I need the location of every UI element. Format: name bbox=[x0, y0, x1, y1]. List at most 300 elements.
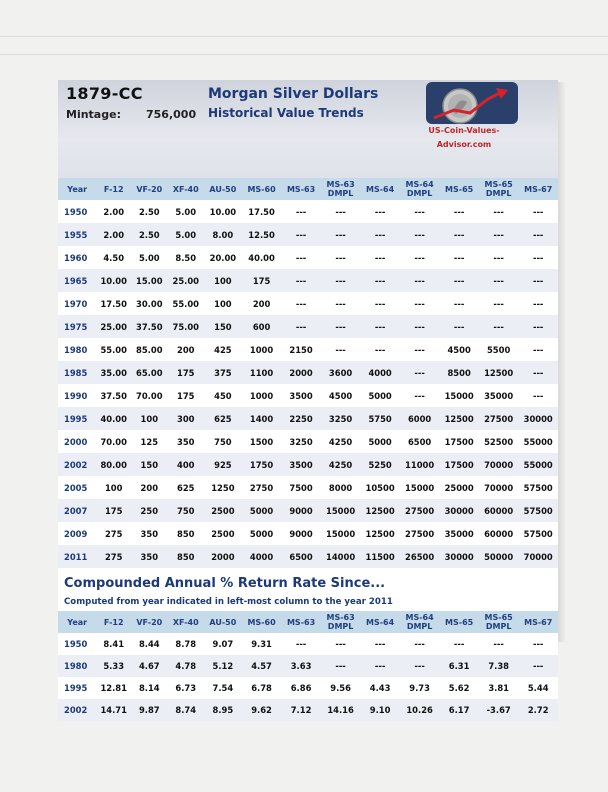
return-table-header-cell bbox=[439, 611, 479, 633]
year-cell: 1980 bbox=[58, 655, 96, 677]
value-cell: 8.41 bbox=[96, 633, 131, 655]
value-cell: --- bbox=[479, 223, 519, 246]
value-cell: 400 bbox=[168, 453, 204, 476]
value-cell: --- bbox=[518, 223, 558, 246]
value-cell: --- bbox=[518, 655, 558, 677]
year-cell: 1985 bbox=[58, 361, 96, 384]
value-table-header-row bbox=[58, 178, 558, 200]
value-cell: --- bbox=[439, 633, 479, 655]
value-cell: 5.12 bbox=[204, 655, 242, 677]
value-cell: 3.81 bbox=[479, 677, 519, 699]
value-cell: 150 bbox=[131, 453, 167, 476]
value-cell: 40.00 bbox=[242, 246, 282, 269]
value-cell: 8.44 bbox=[131, 633, 167, 655]
value-table-header-cell bbox=[518, 178, 558, 200]
value-cell: 25.00 bbox=[96, 315, 131, 338]
value-cell: --- bbox=[281, 223, 321, 246]
table-row bbox=[58, 545, 558, 568]
table-row bbox=[58, 430, 558, 453]
value-cell: 2000 bbox=[204, 545, 242, 568]
value-cell: 9.62 bbox=[242, 699, 282, 721]
grade-label: MS-63 bbox=[326, 180, 355, 189]
grade-sublabel: DMPL bbox=[485, 622, 512, 631]
value-cell: 150 bbox=[204, 315, 242, 338]
table-row bbox=[58, 200, 558, 223]
value-cell: --- bbox=[439, 200, 479, 223]
value-cell: 6.73 bbox=[168, 677, 204, 699]
value-cell: 1500 bbox=[242, 430, 282, 453]
value-cell: 40.00 bbox=[96, 407, 131, 430]
value-cell: 8.78 bbox=[168, 633, 204, 655]
value-cell: 4000 bbox=[360, 361, 400, 384]
table-row bbox=[58, 292, 558, 315]
value-cell: --- bbox=[400, 200, 440, 223]
value-cell: 55000 bbox=[518, 453, 558, 476]
value-cell: 5.33 bbox=[96, 655, 131, 677]
value-cell: 27500 bbox=[479, 407, 519, 430]
value-cell: 30000 bbox=[439, 545, 479, 568]
grade-sublabel: DMPL bbox=[406, 622, 433, 631]
value-cell: 12500 bbox=[360, 499, 400, 522]
grade-label: MS-64 bbox=[405, 613, 434, 622]
grade-label: F-12 bbox=[103, 184, 124, 194]
value-cell: --- bbox=[400, 246, 440, 269]
value-cell: 4250 bbox=[321, 453, 361, 476]
value-cell: --- bbox=[360, 223, 400, 246]
value-cell: 15000 bbox=[439, 384, 479, 407]
value-table-body bbox=[58, 200, 558, 568]
value-cell: 1400 bbox=[242, 407, 282, 430]
value-cell: --- bbox=[321, 246, 361, 269]
grade-label: MS-64 bbox=[405, 180, 434, 189]
value-cell: 850 bbox=[168, 522, 204, 545]
value-cell: 3600 bbox=[321, 361, 361, 384]
return-table-header-cell bbox=[518, 611, 558, 633]
value-cell: 70000 bbox=[479, 453, 519, 476]
value-cell: 30000 bbox=[518, 407, 558, 430]
year-cell: 1980 bbox=[58, 338, 96, 361]
value-cell: --- bbox=[518, 315, 558, 338]
value-cell: --- bbox=[360, 200, 400, 223]
value-cell: 5000 bbox=[360, 430, 400, 453]
value-cell: 9000 bbox=[281, 499, 321, 522]
value-cell: 30000 bbox=[439, 499, 479, 522]
value-cell: 3.63 bbox=[281, 655, 321, 677]
value-cell: 300 bbox=[168, 407, 204, 430]
return-table-body bbox=[58, 633, 558, 721]
return-table-header-cell bbox=[96, 611, 131, 633]
year-cell: 2007 bbox=[58, 499, 96, 522]
return-table-header-cell bbox=[281, 611, 321, 633]
value-cell: 3500 bbox=[281, 384, 321, 407]
value-cell: 3250 bbox=[321, 407, 361, 430]
value-cell: 20.00 bbox=[204, 246, 242, 269]
value-cell: 37.50 bbox=[96, 384, 131, 407]
value-cell: 10.00 bbox=[204, 200, 242, 223]
value-cell: 14.16 bbox=[321, 699, 361, 721]
grade-label: Year bbox=[67, 184, 88, 194]
value-cell: 11000 bbox=[400, 453, 440, 476]
value-table-header-cell bbox=[479, 178, 519, 200]
value-cell: 7.54 bbox=[204, 677, 242, 699]
value-cell: 8000 bbox=[321, 476, 361, 499]
value-cell: 5.62 bbox=[439, 677, 479, 699]
value-cell: --- bbox=[321, 269, 361, 292]
grade-label: MS-63 bbox=[286, 617, 316, 627]
grade-label: VF-20 bbox=[136, 617, 163, 627]
value-cell: 4.67 bbox=[131, 655, 167, 677]
value-cell: 175 bbox=[168, 384, 204, 407]
mintage-value: 756,000 bbox=[146, 108, 197, 121]
value-cell: 57500 bbox=[518, 476, 558, 499]
value-cell: 5.44 bbox=[518, 677, 558, 699]
value-cell: --- bbox=[321, 315, 361, 338]
value-cell: 15.00 bbox=[131, 269, 167, 292]
value-cell: 35000 bbox=[479, 384, 519, 407]
value-cell: 5750 bbox=[360, 407, 400, 430]
return-table-header-cell bbox=[168, 611, 204, 633]
value-cell: 6500 bbox=[281, 545, 321, 568]
value-cell: --- bbox=[400, 315, 440, 338]
value-cell: 14000 bbox=[321, 545, 361, 568]
table-row bbox=[58, 338, 558, 361]
year-cell: 1995 bbox=[58, 677, 96, 699]
value-table-header-cell bbox=[204, 178, 242, 200]
value-cell: --- bbox=[360, 315, 400, 338]
value-cell: 6500 bbox=[400, 430, 440, 453]
table-row bbox=[58, 499, 558, 522]
table-row bbox=[58, 407, 558, 430]
return-table bbox=[58, 611, 558, 721]
bleed-through-line bbox=[0, 36, 608, 37]
value-cell: 5000 bbox=[360, 384, 400, 407]
grade-sublabel: DMPL bbox=[485, 189, 512, 198]
grade-label: MS-67 bbox=[524, 184, 553, 194]
table-row bbox=[58, 453, 558, 476]
value-cell: --- bbox=[321, 655, 361, 677]
grade-label: VF-20 bbox=[136, 184, 163, 194]
value-cell: 6.17 bbox=[439, 699, 479, 721]
value-cell: --- bbox=[518, 292, 558, 315]
value-cell: 175 bbox=[96, 499, 131, 522]
value-cell: 4000 bbox=[242, 545, 282, 568]
value-cell: 12.81 bbox=[96, 677, 131, 699]
mintage-label: Mintage: bbox=[66, 108, 121, 121]
value-cell: 6000 bbox=[400, 407, 440, 430]
return-section-title: Compounded Annual % Return Rate Since... bbox=[64, 576, 386, 591]
value-cell: 125 bbox=[131, 430, 167, 453]
value-cell: 2.50 bbox=[131, 200, 167, 223]
value-cell: 5250 bbox=[360, 453, 400, 476]
value-cell: --- bbox=[360, 338, 400, 361]
value-cell: --- bbox=[281, 633, 321, 655]
value-cell: 100 bbox=[131, 407, 167, 430]
value-cell: --- bbox=[321, 633, 361, 655]
value-cell: 250 bbox=[131, 499, 167, 522]
value-cell: 12500 bbox=[360, 522, 400, 545]
year-cell: 1975 bbox=[58, 315, 96, 338]
value-cell: 5.00 bbox=[131, 246, 167, 269]
value-cell: 8.95 bbox=[204, 699, 242, 721]
value-cell: 100 bbox=[96, 476, 131, 499]
value-cell: 12.50 bbox=[242, 223, 282, 246]
year-cell: 2002 bbox=[58, 699, 96, 721]
value-cell: --- bbox=[439, 223, 479, 246]
value-cell: --- bbox=[479, 292, 519, 315]
value-cell: 6.78 bbox=[242, 677, 282, 699]
value-cell: 3250 bbox=[281, 430, 321, 453]
grade-label: MS-65 bbox=[484, 613, 513, 622]
table-row bbox=[58, 246, 558, 269]
value-cell: --- bbox=[479, 246, 519, 269]
value-cell: 5000 bbox=[242, 499, 282, 522]
value-cell: --- bbox=[400, 361, 440, 384]
return-table-header-cell bbox=[58, 611, 96, 633]
value-cell: --- bbox=[281, 315, 321, 338]
value-cell: 600 bbox=[242, 315, 282, 338]
value-cell: 4250 bbox=[321, 430, 361, 453]
year-cell: 1950 bbox=[58, 633, 96, 655]
coin-trend-logo-icon bbox=[426, 82, 518, 124]
value-cell: --- bbox=[281, 200, 321, 223]
value-cell: 4.78 bbox=[168, 655, 204, 677]
value-cell: 27500 bbox=[400, 522, 440, 545]
value-cell: 27500 bbox=[400, 499, 440, 522]
value-cell: 5500 bbox=[479, 338, 519, 361]
value-cell: --- bbox=[439, 292, 479, 315]
grade-label: AU-50 bbox=[209, 617, 237, 627]
return-table-header-cell bbox=[204, 611, 242, 633]
grade-label: MS-60 bbox=[247, 184, 276, 194]
value-cell: 10.00 bbox=[96, 269, 131, 292]
value-cell: 4.43 bbox=[360, 677, 400, 699]
grade-label: MS-67 bbox=[524, 617, 553, 627]
value-cell: 1000 bbox=[242, 338, 282, 361]
site-name-line1: US-Coin-Values- bbox=[428, 126, 500, 135]
grade-label: AU-50 bbox=[209, 184, 237, 194]
value-cell: 12500 bbox=[479, 361, 519, 384]
value-cell: 17500 bbox=[439, 453, 479, 476]
value-cell: 100 bbox=[204, 292, 242, 315]
year-cell: 1990 bbox=[58, 384, 96, 407]
value-cell: 2000 bbox=[281, 361, 321, 384]
value-cell: 85.00 bbox=[131, 338, 167, 361]
grade-sublabel: DMPL bbox=[406, 189, 433, 198]
value-cell: 65.00 bbox=[131, 361, 167, 384]
value-cell: --- bbox=[281, 269, 321, 292]
value-cell: 750 bbox=[168, 499, 204, 522]
value-cell: 200 bbox=[168, 338, 204, 361]
value-cell: 2500 bbox=[204, 499, 242, 522]
table-row bbox=[58, 476, 558, 499]
value-cell: 4500 bbox=[439, 338, 479, 361]
value-cell: 55.00 bbox=[168, 292, 204, 315]
value-table-header-cell bbox=[321, 178, 361, 200]
value-cell: 2500 bbox=[204, 522, 242, 545]
value-cell: --- bbox=[360, 655, 400, 677]
value-cell: 14.71 bbox=[96, 699, 131, 721]
value-cell: --- bbox=[400, 633, 440, 655]
bleed-through-line bbox=[0, 54, 608, 55]
grade-label: MS-65 bbox=[445, 184, 474, 194]
value-cell: 175 bbox=[242, 269, 282, 292]
value-cell: --- bbox=[518, 269, 558, 292]
year-cell: 2005 bbox=[58, 476, 96, 499]
value-cell: 350 bbox=[168, 430, 204, 453]
value-cell: --- bbox=[518, 246, 558, 269]
grade-label: XF-40 bbox=[172, 184, 199, 194]
return-table-header-row bbox=[58, 611, 558, 633]
value-cell: 2.50 bbox=[131, 223, 167, 246]
value-cell: --- bbox=[400, 655, 440, 677]
value-cell: 3500 bbox=[281, 453, 321, 476]
value-cell: 80.00 bbox=[96, 453, 131, 476]
value-cell: --- bbox=[518, 200, 558, 223]
value-cell: 55000 bbox=[518, 430, 558, 453]
value-cell: --- bbox=[400, 269, 440, 292]
value-cell: 15000 bbox=[400, 476, 440, 499]
value-cell: 350 bbox=[131, 545, 167, 568]
value-cell: 10500 bbox=[360, 476, 400, 499]
value-cell: 4.57 bbox=[242, 655, 282, 677]
table-row bbox=[58, 223, 558, 246]
value-cell: 4500 bbox=[321, 384, 361, 407]
value-cell: 6.31 bbox=[439, 655, 479, 677]
value-cell: 8.14 bbox=[131, 677, 167, 699]
value-cell: 1250 bbox=[204, 476, 242, 499]
value-cell: 9.73 bbox=[400, 677, 440, 699]
value-cell: 450 bbox=[204, 384, 242, 407]
value-cell: 9000 bbox=[281, 522, 321, 545]
value-cell: 9.07 bbox=[204, 633, 242, 655]
value-cell: --- bbox=[518, 338, 558, 361]
value-cell: 2.72 bbox=[518, 699, 558, 721]
value-cell: 350 bbox=[131, 522, 167, 545]
value-cell: 1000 bbox=[242, 384, 282, 407]
value-cell: 70000 bbox=[479, 476, 519, 499]
value-cell: 30.00 bbox=[131, 292, 167, 315]
value-cell: 8500 bbox=[439, 361, 479, 384]
value-cell: 70000 bbox=[518, 545, 558, 568]
grade-sublabel: DMPL bbox=[327, 189, 354, 198]
table-row bbox=[58, 361, 558, 384]
value-cell: 11500 bbox=[360, 545, 400, 568]
value-cell: 8.74 bbox=[168, 699, 204, 721]
value-cell: 12500 bbox=[439, 407, 479, 430]
value-cell: 175 bbox=[168, 361, 204, 384]
value-cell: --- bbox=[360, 269, 400, 292]
value-cell: --- bbox=[321, 223, 361, 246]
value-cell: --- bbox=[400, 338, 440, 361]
value-cell: 7.38 bbox=[479, 655, 519, 677]
value-table-header-cell bbox=[58, 178, 96, 200]
year-cell: 2011 bbox=[58, 545, 96, 568]
value-cell: 7.12 bbox=[281, 699, 321, 721]
year-cell: 1995 bbox=[58, 407, 96, 430]
year-cell: 2000 bbox=[58, 430, 96, 453]
grade-label: MS-60 bbox=[247, 617, 276, 627]
value-cell: 55.00 bbox=[96, 338, 131, 361]
value-cell: --- bbox=[281, 292, 321, 315]
value-cell: --- bbox=[479, 315, 519, 338]
value-cell: 15000 bbox=[321, 499, 361, 522]
value-cell: 6.86 bbox=[281, 677, 321, 699]
return-section-note: Computed from year indicated in left-most column to the year 2011 bbox=[64, 597, 393, 607]
table-row bbox=[58, 522, 558, 545]
table-row bbox=[58, 655, 558, 677]
value-cell: 100 bbox=[204, 269, 242, 292]
grade-label: MS-65 bbox=[484, 180, 513, 189]
value-cell: 2.00 bbox=[96, 223, 131, 246]
grade-label: MS-65 bbox=[445, 617, 474, 627]
grade-label: Year bbox=[67, 617, 88, 627]
coin-value-sheet bbox=[58, 80, 558, 721]
year-cell: 2002 bbox=[58, 453, 96, 476]
value-cell: 2750 bbox=[242, 476, 282, 499]
value-cell: --- bbox=[439, 269, 479, 292]
value-cell: 17.50 bbox=[242, 200, 282, 223]
value-cell: 1100 bbox=[242, 361, 282, 384]
value-cell: 60000 bbox=[479, 499, 519, 522]
value-cell: 10.26 bbox=[400, 699, 440, 721]
site-name-line2: Advisor.com bbox=[436, 140, 492, 149]
value-cell: --- bbox=[400, 384, 440, 407]
value-cell: 2.00 bbox=[96, 200, 131, 223]
year-cell: 1965 bbox=[58, 269, 96, 292]
year-cell: 1950 bbox=[58, 200, 96, 223]
value-cell: 8.50 bbox=[168, 246, 204, 269]
table-row bbox=[58, 633, 558, 655]
grade-sublabel: DMPL bbox=[327, 622, 354, 631]
value-cell: 75.00 bbox=[168, 315, 204, 338]
value-cell: --- bbox=[360, 246, 400, 269]
value-cell: --- bbox=[439, 315, 479, 338]
value-cell: 25.00 bbox=[168, 269, 204, 292]
return-table-header-cell bbox=[479, 611, 519, 633]
year-cell: 1955 bbox=[58, 223, 96, 246]
value-cell: --- bbox=[479, 269, 519, 292]
value-cell: 275 bbox=[96, 545, 131, 568]
value-cell: 2150 bbox=[281, 338, 321, 361]
value-cell: 17500 bbox=[439, 430, 479, 453]
subtitle: Historical Value Trends bbox=[208, 106, 364, 120]
value-table-header-cell bbox=[168, 178, 204, 200]
value-table bbox=[58, 178, 558, 568]
sheet-header bbox=[58, 80, 558, 178]
return-table-header-cell bbox=[400, 611, 440, 633]
value-cell: --- bbox=[281, 246, 321, 269]
value-cell: 7500 bbox=[281, 476, 321, 499]
year-cell: 1960 bbox=[58, 246, 96, 269]
value-cell: 37.50 bbox=[131, 315, 167, 338]
table-row bbox=[58, 384, 558, 407]
value-cell: 57500 bbox=[518, 522, 558, 545]
value-cell: 925 bbox=[204, 453, 242, 476]
value-cell: 9.56 bbox=[321, 677, 361, 699]
value-cell: -3.67 bbox=[479, 699, 519, 721]
value-cell: 750 bbox=[204, 430, 242, 453]
table-row bbox=[58, 677, 558, 699]
value-cell: 625 bbox=[204, 407, 242, 430]
value-cell: 17.50 bbox=[96, 292, 131, 315]
value-cell: 200 bbox=[242, 292, 282, 315]
value-cell: --- bbox=[479, 200, 519, 223]
value-cell: --- bbox=[400, 292, 440, 315]
mint-title: 1879-CC bbox=[66, 84, 143, 103]
value-cell: 625 bbox=[168, 476, 204, 499]
value-table-header-cell bbox=[439, 178, 479, 200]
value-cell: 35000 bbox=[439, 522, 479, 545]
